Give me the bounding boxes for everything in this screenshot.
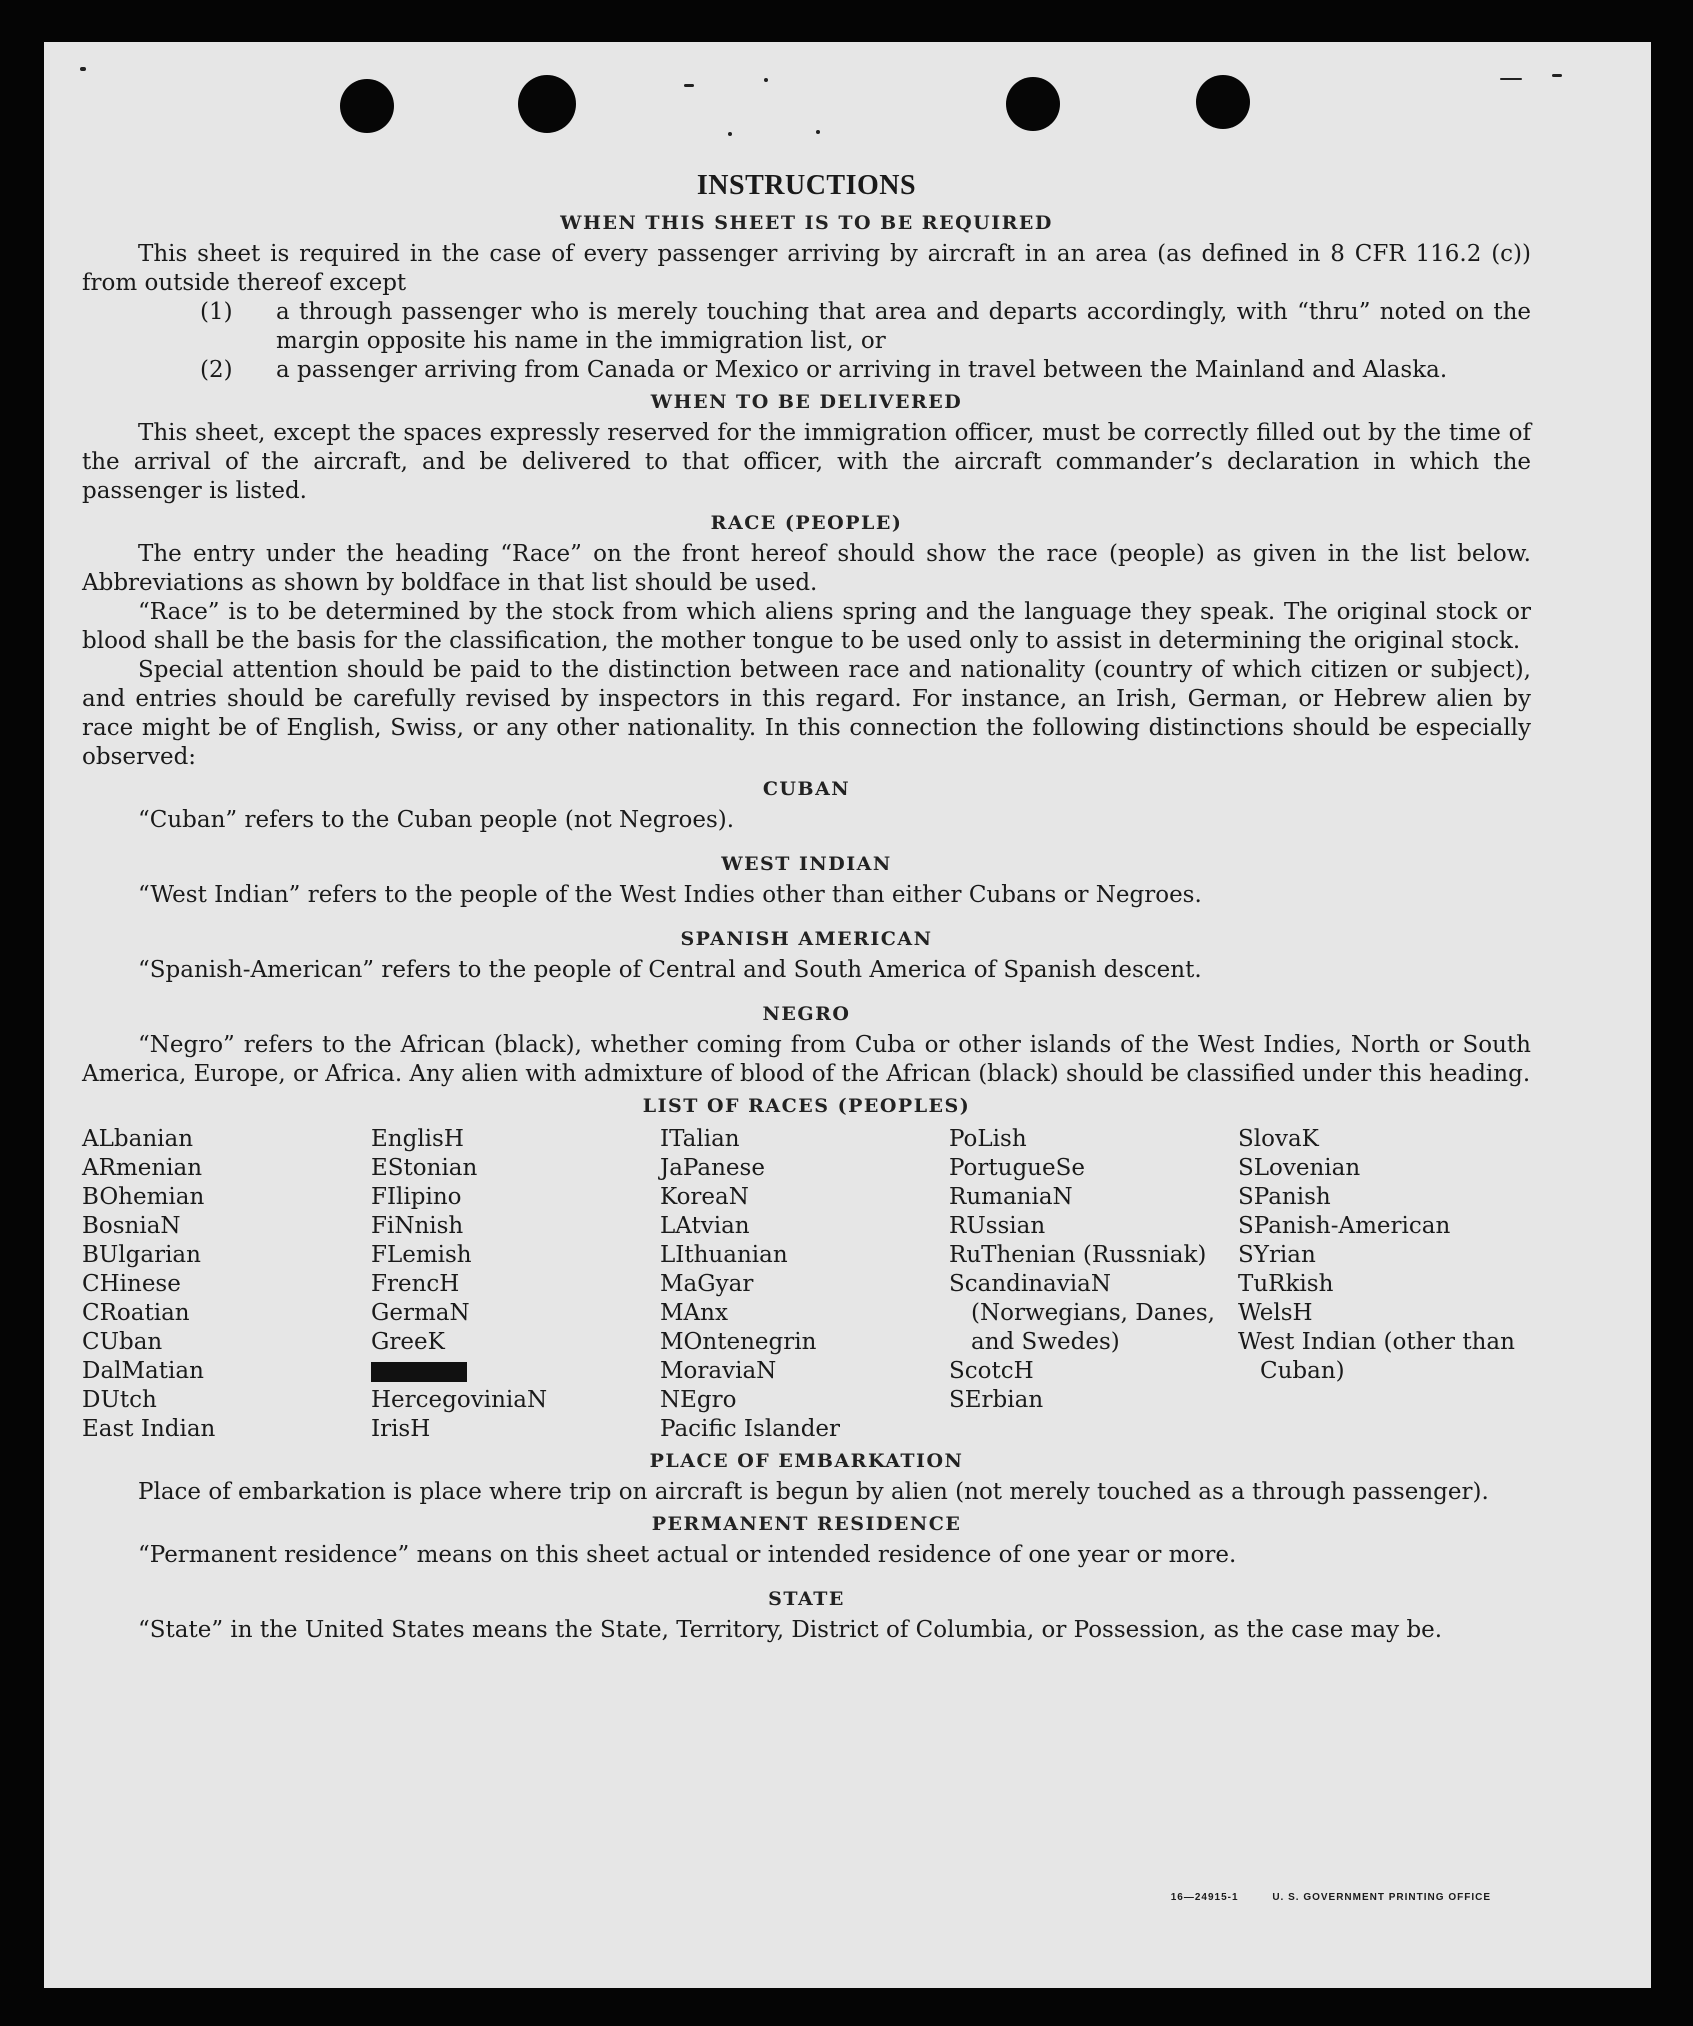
race-entry: ARmenian xyxy=(82,1155,203,1181)
race-entry: JaPanese xyxy=(660,1155,765,1181)
race-entry: Pacific Islander xyxy=(660,1416,841,1442)
race-entry: FiNnish xyxy=(371,1213,464,1239)
race-entry: ScandinaviaN (Norwegians, Danes, and Swedes) xyxy=(949,1271,1215,1355)
heading-state: STATE xyxy=(768,1588,845,1610)
race-entry: PortugueSe xyxy=(949,1155,1085,1181)
redacted-entry xyxy=(371,1357,660,1386)
race-entry: East Indian xyxy=(82,1416,216,1442)
race-entry: GreeK xyxy=(371,1329,445,1355)
race-entry: MAnx xyxy=(660,1300,728,1326)
required-intro: This sheet is required in the case of every passenger arriving by aircraft in an area (as defined in 8 CFR 116.2 (c)) from outside thereof except xyxy=(82,241,1531,296)
race-paragraph: Special attention should be paid to the distinction between race and nationality (country of which citizen or subject), and entries should be carefully revised by inspectors in this regard. For instance, an Irish, German, or Hebrew alien by race might be of English, Swiss, or any other nationality. In this connection the following distinctions should be especially observed: xyxy=(82,657,1531,770)
exception-text: a through passenger who is merely touching that area and departs accordingly, with “thru” noted on the margin opposite his name in the immigration list, or xyxy=(276,299,1531,354)
race-entry: CHinese xyxy=(82,1271,181,1297)
races-column-2 xyxy=(371,1125,660,1444)
punch-hole xyxy=(1196,75,1250,129)
scan-speck xyxy=(764,78,768,82)
heading-list-of-races: LIST OF RACES (PEOPLES) xyxy=(642,1095,971,1117)
races-column-3 xyxy=(660,1125,949,1444)
heading-cuban: CUBAN xyxy=(762,778,851,800)
race-entry: EStonian xyxy=(371,1155,478,1181)
race-entry: LAtvian xyxy=(660,1213,750,1239)
scan-speck xyxy=(1500,78,1522,80)
race-entry: DalMatian xyxy=(82,1358,204,1384)
scan-speck xyxy=(728,132,732,136)
spacer xyxy=(82,835,1531,847)
heading-race: RACE (PEOPLE) xyxy=(710,512,903,534)
west-indian-text: “West Indian” refers to the people of the West Indies other than either Cubans or Negroes. xyxy=(138,882,1202,908)
exception-text: a passenger arriving from Canada or Mexico or arriving in travel between the Mainland and Alaska. xyxy=(276,357,1448,383)
race-entry: SLovenian xyxy=(1238,1155,1361,1181)
exception-number: (2) xyxy=(200,357,233,383)
form-number: 16—24915-1 xyxy=(1170,1892,1239,1903)
spacer xyxy=(82,1570,1531,1582)
print-footer xyxy=(1141,1892,1491,1903)
heading-negro: NEGRO xyxy=(762,1003,851,1025)
scan-speck xyxy=(684,84,694,87)
race-entry: BosniaN xyxy=(82,1213,181,1239)
race-entry: ITalian xyxy=(660,1126,740,1152)
race-entry: PoLish xyxy=(949,1126,1027,1152)
exception-item xyxy=(200,356,1531,385)
race-entry: SYrian xyxy=(1238,1242,1316,1268)
race-entry: SPanish-American xyxy=(1238,1213,1451,1239)
scan-speck xyxy=(816,130,820,134)
race-entry: KoreaN xyxy=(660,1184,749,1210)
race-entry: SlovaK xyxy=(1238,1126,1319,1152)
delivered-text: This sheet, except the spaces expressly reserved for the immigration officer, must be correctly filled out by the time of the arrival of the aircraft, and be delivered to that officer, with the aircraft commander’s declaration in which the passenger is listed. xyxy=(82,420,1531,504)
race-entry: ALbanian xyxy=(82,1126,194,1152)
race-entry: RuThenian (Russniak) xyxy=(949,1242,1207,1268)
race-entry: SPanish xyxy=(1238,1184,1331,1210)
race-entry: FrencH xyxy=(371,1271,460,1297)
race-entry: IrisH xyxy=(371,1416,431,1442)
race-entry: CRoatian xyxy=(82,1300,190,1326)
race-entry: WelsH xyxy=(1238,1300,1313,1326)
race-entry: HercegoviniaN xyxy=(371,1387,548,1413)
race-entry: West Indian (other than Cuban) xyxy=(1238,1329,1515,1384)
scan-speck xyxy=(1552,74,1562,77)
printer-imprint: U. S. GOVERNMENT PRINTING OFFICE xyxy=(1272,1892,1491,1903)
race-entry: SErbian xyxy=(949,1387,1044,1413)
document-page xyxy=(44,42,1651,1988)
race-entry: GermaN xyxy=(371,1300,470,1326)
races-list xyxy=(82,1125,1531,1444)
race-entry: RUssian xyxy=(949,1213,1046,1239)
race-entry: EnglisH xyxy=(371,1126,464,1152)
race-entry: BOhemian xyxy=(82,1184,205,1210)
race-entry: LIthuanian xyxy=(660,1242,788,1268)
residence-text: “Permanent residence” means on this sheet actual or intended residence of one year or more. xyxy=(138,1542,1237,1568)
heading-when-required: WHEN THIS SHEET IS TO BE REQUIRED xyxy=(560,212,1053,234)
races-column-1 xyxy=(82,1125,371,1444)
spanish-american-text: “Spanish-American” refers to the people of Central and South America of Spanish descent. xyxy=(138,957,1202,983)
heading-west-indian: WEST INDIAN xyxy=(721,853,892,875)
race-entry: MoraviaN xyxy=(660,1358,777,1384)
redaction-bar xyxy=(371,1362,467,1382)
punch-hole xyxy=(340,79,394,133)
embarkation-text: Place of embarkation is place where trip on aircraft is begun by alien (not merely touched as a through passenger). xyxy=(138,1479,1489,1505)
race-entry: TuRkish xyxy=(1238,1271,1334,1297)
race-entry: FLemish xyxy=(371,1242,472,1268)
cuban-text: “Cuban” refers to the Cuban people (not Negroes). xyxy=(138,807,735,833)
race-entry: MaGyar xyxy=(660,1271,754,1297)
race-paragraph: The entry under the heading “Race” on the front hereof should show the race (people) as given in the list below. Abbreviations as shown by boldface in that list should be used. xyxy=(82,541,1531,596)
instructions-body xyxy=(82,170,1531,1645)
heading-permanent-residence: PERMANENT RESIDENCE xyxy=(651,1513,962,1535)
heading-embarkation: PLACE OF EMBARKATION xyxy=(649,1450,964,1472)
race-entry: NEgro xyxy=(660,1387,737,1413)
heading-when-delivered: WHEN TO BE DELIVERED xyxy=(650,391,963,413)
race-entry: BUlgarian xyxy=(82,1242,201,1268)
scan-speck xyxy=(80,67,86,71)
race-paragraph: “Race” is to be determined by the stock from which aliens spring and the language they speak. The original stock or blood shall be the basis for the classification, the mother tongue to be used only to assist in determining the original stock. xyxy=(82,599,1531,654)
page-title: INSTRUCTIONS xyxy=(696,170,917,201)
race-entry: RumaniaN xyxy=(949,1184,1073,1210)
punch-hole xyxy=(518,75,576,133)
spacer xyxy=(82,985,1531,997)
race-entry: MOntenegrin xyxy=(660,1329,817,1355)
race-entry: FIlipino xyxy=(371,1184,462,1210)
exception-number: (1) xyxy=(200,299,233,325)
races-column-4 xyxy=(949,1125,1238,1444)
race-entry: DUtch xyxy=(82,1387,157,1413)
race-entry: ScotcH xyxy=(949,1358,1034,1384)
heading-spanish-american: SPANISH AMERICAN xyxy=(680,928,933,950)
negro-text: “Negro” refers to the African (black), whether coming from Cuba or other islands of the West Indies, North or South America, Europe, or Africa. Any alien with admixture of blood of the African (black) should be classified under this heading. xyxy=(82,1032,1531,1087)
races-column-5 xyxy=(1238,1125,1527,1444)
race-entry: CUban xyxy=(82,1329,163,1355)
punch-hole xyxy=(1006,77,1060,131)
state-text: “State” in the United States means the State, Territory, District of Columbia, or Possession, as the case may be. xyxy=(138,1617,1443,1643)
exception-item xyxy=(200,298,1531,356)
spacer xyxy=(82,910,1531,922)
